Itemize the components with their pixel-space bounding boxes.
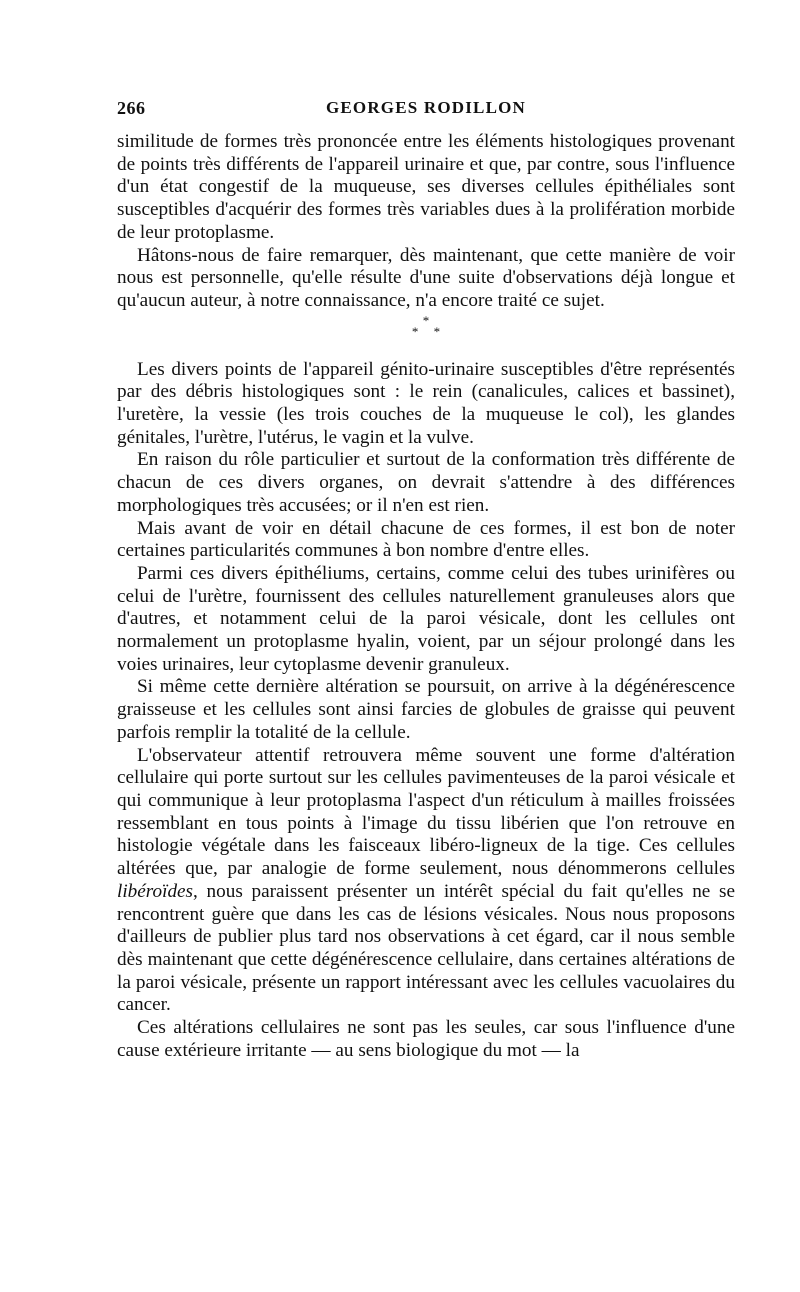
paragraph-text-after: , nous paraissent présenter un intérêt spécial du fait qu'elles ne se rencontrent guère que dans les cas de lésions vésicales. Nous nous proposons d'ailleurs de publier plus tard nos observations à cet égard, car il nous semble dès maintenant que cette dégénérescence cellulaire, dans certaines altérations de la paroi vésicale, présente un rapport intéressant avec les cellules vacuolaires du cancer. (117, 880, 735, 1016)
asterism-bottom: * * (411, 323, 447, 339)
paragraph-continuation: similitude de formes très prononcée entre les éléments histologiques provenant de points très différents de l'appareil urinaire et que, par contre, sous l'influence d'un état congestif de la muqueuse, ses diverses cellules épithéliales sont susceptibles d'acquérir des formes très variables dues à la prolifération morbide de leur protoplasme. (117, 131, 735, 243)
page-body (117, 131, 735, 1062)
paragraph-text-before: L'observateur attentif retrouvera même souvent une forme d'altération cellulaire qui porte surtout sur les cellules pavimenteuses de la paroi vésicale et qui communique à leur protoplasma l'aspect d'un réticulum à mailles froissées ressemblant en tous points à l'image du tissu libérien que l'on retrouve en histologie végétale dans les faisceaux libéro-ligneux de la tige. Ces cellules altérées que, par analogie de forme seulement, nous dénommerons cellules (117, 744, 735, 880)
asterism-top: * (422, 312, 430, 328)
paragraph-last: Ces altérations cellulaires ne sont pas les seules, car sous l'influence d'une cause extérieure irritante — au sens biologique du mot — la (117, 1017, 735, 1061)
section-separator-asterism (117, 312, 735, 339)
italic-term: libéroïdes (117, 880, 194, 902)
running-head-author: GEORGES RODILLON (325, 98, 527, 117)
page-header (117, 98, 735, 122)
paragraph-liberoides (117, 745, 735, 1017)
page-number: 266 (117, 98, 146, 118)
paragraph: Hâtons-nous de faire remarquer, dès maintenant, que cette manière de voir nous est personnelle, qu'elle résulte d'une suite d'observations déjà longue et qu'aucun auteur, à notre connaissance, n'a encore traité ce sujet. (117, 244, 735, 311)
paragraph: Parmi ces divers épithéliums, certains, comme celui des tubes urinifères ou celui de l'urètre, fournissent des cellules naturellement granuleuses alors que d'autres, et notamment celui de la paroi vésicale, dont les cellules ont normalement un protoplasme hyalin, voient, par un séjour prolongé dans les voies urinaires, leur cytoplasme devenir granuleux. (117, 562, 735, 675)
paragraph: En raison du rôle particulier et surtout de la conformation très différente de chacun de ces divers organes, on devrait s'attendre à des différences morphologiques très accusées; or il n'en est rien. (117, 449, 735, 516)
paragraph: Si même cette dernière altération se poursuit, on arrive à la dégénérescence graisseuse et les cellules sont ainsi farcies de globules de graisse qui peuvent parfois remplir la totalité de la cellule. (117, 676, 735, 743)
paragraph: Les divers points de l'appareil génito-urinaire susceptibles d'être représentés par des débris histologiques sont : le rein (canalicules, calices et bassinet), l'uretère, la vessie (les trois couches de la muqueuse le col), les glandes génitales, l'urètre, l'utérus, le vagin et la vulve. (117, 358, 735, 448)
paragraph: Mais avant de voir en détail chacune de ces formes, il est bon de noter certaines particularités communes à bon nombre d'entre elles. (117, 517, 735, 562)
